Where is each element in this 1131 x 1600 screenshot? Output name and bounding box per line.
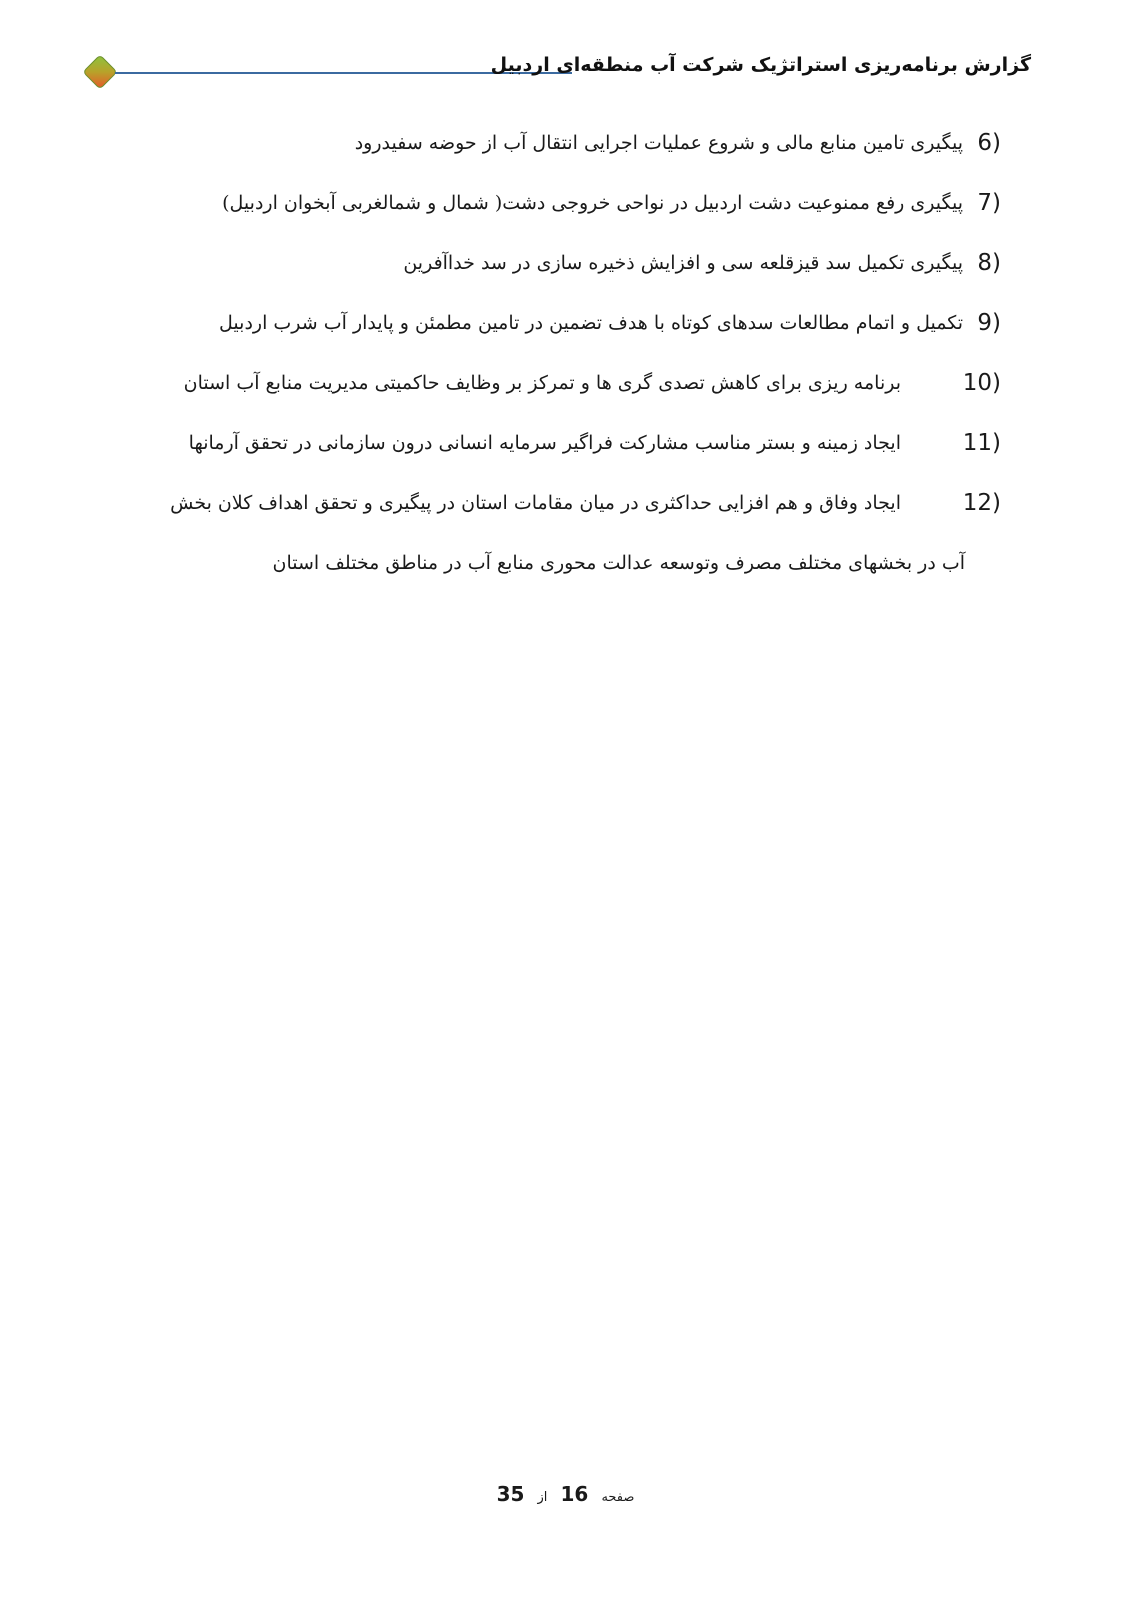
current-page-number: 16 (560, 1482, 589, 1506)
item-text: ایجاد وفاق و هم افزایی حداکثری در میان مقامات استان در پیگیری و تحقق اهداف کلان بخش (170, 492, 901, 514)
item-number: 7) (977, 190, 1001, 216)
item-number: 11) (962, 430, 1001, 456)
list-item (121, 185, 1001, 245)
page-label: صفحه (601, 1490, 635, 1505)
list-item (121, 485, 1001, 545)
document-title: گزارش برنامه‌ریزی استراتژیک شرکت آب منطقه‌ای اردبیل (490, 54, 1031, 76)
item-text: پیگیری رفع ممنوعیت دشت اردبیل در نواحی خروجی دشت( شمال و شمالغربی آبخوان اردبیل) (222, 192, 963, 214)
page-header (0, 0, 1131, 110)
item-text: پیگیری تامین منابع مالی و شروع عملیات اجرایی انتقال آب از حوضه سفیدرود (354, 132, 963, 154)
item-text: آب در بخشهای مختلف مصرف وتوسعه عدالت محوری منابع آب در مناطق مختلف استان (272, 552, 965, 574)
total-pages-number: 35 (496, 1482, 525, 1506)
list-item (121, 365, 1001, 425)
goals-list (121, 125, 1001, 605)
item-number: 12) (962, 490, 1001, 516)
item-number: 9) (977, 310, 1001, 336)
list-item-continuation (121, 545, 1001, 605)
item-text: ایجاد زمینه و بستر مناسب مشارکت فراگیر سرمایه انسانی درون سازمانی در تحقق آرمانها (188, 432, 901, 454)
list-item (121, 125, 1001, 185)
item-number: 6) (977, 130, 1001, 156)
of-label: از (537, 1490, 548, 1505)
item-text: پیگیری تکمیل سد قیزقلعه سی و افزایش ذخیره سازی در سد خداآفرین (403, 252, 963, 274)
page-footer (0, 1482, 1131, 1506)
list-item (121, 245, 1001, 305)
diamond-logo-icon (80, 52, 120, 92)
item-number: 10) (962, 370, 1001, 396)
list-item (121, 305, 1001, 365)
item-number: 8) (977, 250, 1001, 276)
item-text: تکمیل و اتمام مطالعات سدهای کوتاه با هدف تضمین در تامین مطمئن و پایدار آب شرب اردبیل (219, 312, 963, 334)
list-item (121, 425, 1001, 485)
item-text: برنامه ریزی برای کاهش تصدی گری ها و تمرکز بر وظایف حاکمیتی مدیریت منابع آب استان (183, 372, 901, 394)
